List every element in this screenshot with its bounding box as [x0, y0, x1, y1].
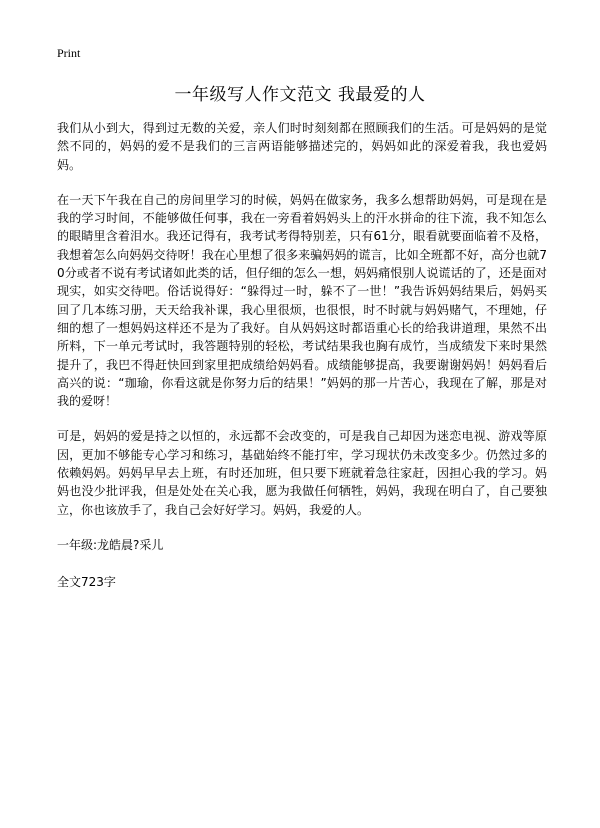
- article-paragraph: 在一天下午我在自己的房间里学习的时候，妈妈在做家务，我多么想帮助妈妈，可是现在是我的学习时间，不能够做任何事，我在一旁看着妈妈头上的汗水拼命的往下流，我不知怎么的眼睛里含着泪水。我还记得有，我考试考得特别差，只有61分，眼看就要面临着不及格，我想着怎么向妈妈交待呀！我在心里想了很多来骗妈妈的谎言，比如全班都不好，高分也就70分或者不说有考试诸如此类的话，但仔细的怎么一想，妈妈痛恨别人说谎话的了，还是面对现实，如实交待吧。俗话说得好：“躲得过一时，躲不了一世！”我告诉妈妈结果后，妈妈买回了几本练习册，天天给我补课，我心里很烦，也很恨，时不时就与妈妈赌气，不理她，仔细的想了一想妈妈这样还不是为了我好。自从妈妈这时都语重心长的给我讲道理，果然不出所料，下一单元考试时，我答题特别的轻松，考试结果我也胸有成竹，当成绩发下来时果然提升了，我巴不得赶快回到家里把成绩给妈妈看。成绩能够提高，我要谢谢妈妈！妈妈看后高兴的说：“珈瑜，你看这就是你努力后的结果！”妈妈的那一片苦心，我现在了解，那是对我的爱呀！: [57, 192, 547, 409]
- print-link[interactable]: Print: [57, 46, 81, 60]
- article-paragraph: 可是，妈妈的爱是持之以恒的，永远都不会改变的，可是我自己却因为迷恋电视、游戏等原因，更加不够能专心学习和练习，基础始终不能打牢，学习现状仍未改变多少。仍然过多的依赖妈妈。妈妈早早去上班，有时还加班，但只要下班就着急往家赶，因担心我的学习。妈妈也没少批评我，但是处处在关心我，愿为我做任何牺牲，妈妈，我现在明白了，自己要独立，你也该放手了，我自己会好好学习。妈妈，我爱的人。: [57, 429, 547, 517]
- article-byline: 一年级:龙皓晨?采儿: [57, 537, 164, 552]
- article-body: [57, 119, 547, 591]
- article-paragraph: 我们从小到大，得到过无数的关爱，亲人们时时刻刻都在照顾我们的生活。可是妈妈的是觉然不同的，妈妈的爱不是我们的三言两语能够描述完的，妈妈如此的深爱着我，我也爱妈妈。: [57, 121, 547, 172]
- article-title: 一年级写人作文范文 我最爱的人: [174, 85, 426, 105]
- word-count: 全文723字: [57, 574, 116, 589]
